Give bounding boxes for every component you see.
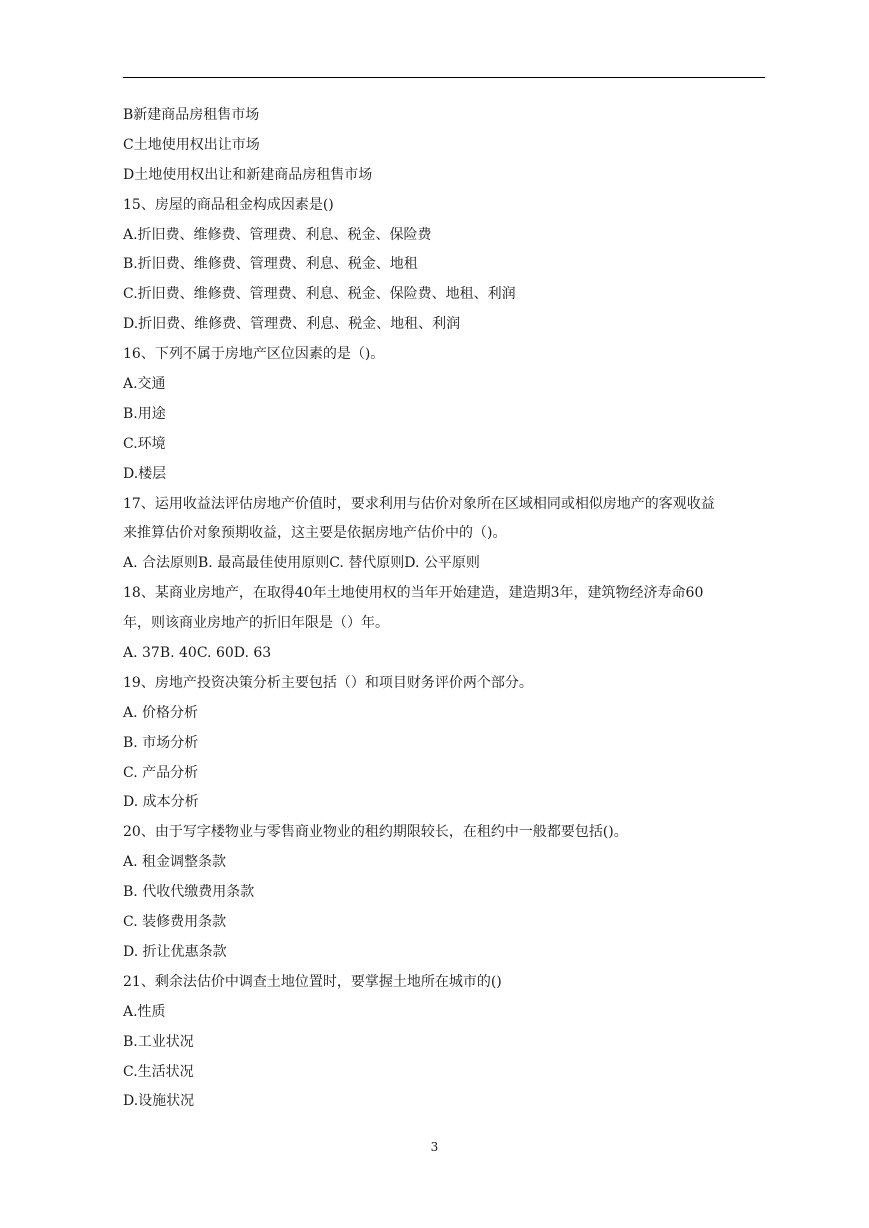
question-17: 17、运用收益法评估房地产价值时，要求利用与估价对象所在区域相同或相似房地产的客观收益 [123,495,715,512]
option-line: B.用途 [123,405,166,422]
option-line: A. 37B. 40C. 60D. 63 [123,645,272,662]
option-line: C土地使用权出让市场 [123,136,260,153]
page-number: 3 [430,1140,439,1154]
option-line: D土地使用权出让和新建商品房租售市场 [123,166,373,183]
question-21: 21、剩余法估价中调查土地位置时，要掌握土地所在城市的() [123,973,502,990]
question-16: 16、下列不属于房地产区位因素的是（)。 [123,346,385,363]
option-line: A. 合法原则B. 最高最佳使用原则C. 替代原则D. 公平原则 [123,555,480,572]
option-line: D. 折让优惠条款 [123,943,227,960]
option-line: B. 市场分析 [123,734,199,751]
option-line: B.工业状况 [123,1033,194,1050]
option-line: C.折旧费、维修费、管理费、利息、税金、保险费、地租、利润 [123,286,516,303]
option-line: A.交通 [123,376,166,393]
option-line: A. 价格分析 [123,704,199,721]
option-line: D. 成本分析 [123,794,199,811]
option-line: A.性质 [123,1003,166,1020]
option-line: C. 产品分析 [123,764,199,781]
question-18-continued: 年，则该商业房地产的折旧年限是（）年。 [123,615,389,632]
question-20: 20、由于写字楼物业与零售商业物业的租约期限较长，在租约中一般都要包括()。 [123,824,628,841]
question-18: 18、某商业房地产，在取得40年土地使用权的当年开始建造，建造期3年，建筑物经济寿命60 [123,585,704,602]
question-17-continued: 来推算估价对象预期收益，这主要是依据房地产估价中的（)。 [123,525,507,542]
option-line: B新建商品房租售市场 [123,107,260,123]
option-line: D.折旧费、维修费、管理费、利息、税金、地租、利润 [123,316,461,333]
option-line: A. 租金调整条款 [123,854,227,871]
question-19: 19、房地产投资决策分析主要包括（）和项目财务评价两个部分。 [123,674,533,691]
option-line: B.折旧费、维修费、管理费、利息、税金、地租 [123,256,418,273]
header-rule [123,77,765,78]
question-15: 15、房屋的商品租金构成因素是() [123,196,334,213]
option-line: C.生活状况 [123,1063,194,1080]
document-body [123,101,767,1117]
option-line: B. 代收代缴费用条款 [123,884,255,901]
option-line: A.折旧费、维修费、管理费、利息、税金、保险费 [123,226,432,243]
option-line: D.楼层 [123,465,167,482]
option-line: C.环境 [123,435,166,452]
option-line: C. 装修费用条款 [123,914,227,931]
option-line: D.设施状况 [123,1093,195,1110]
